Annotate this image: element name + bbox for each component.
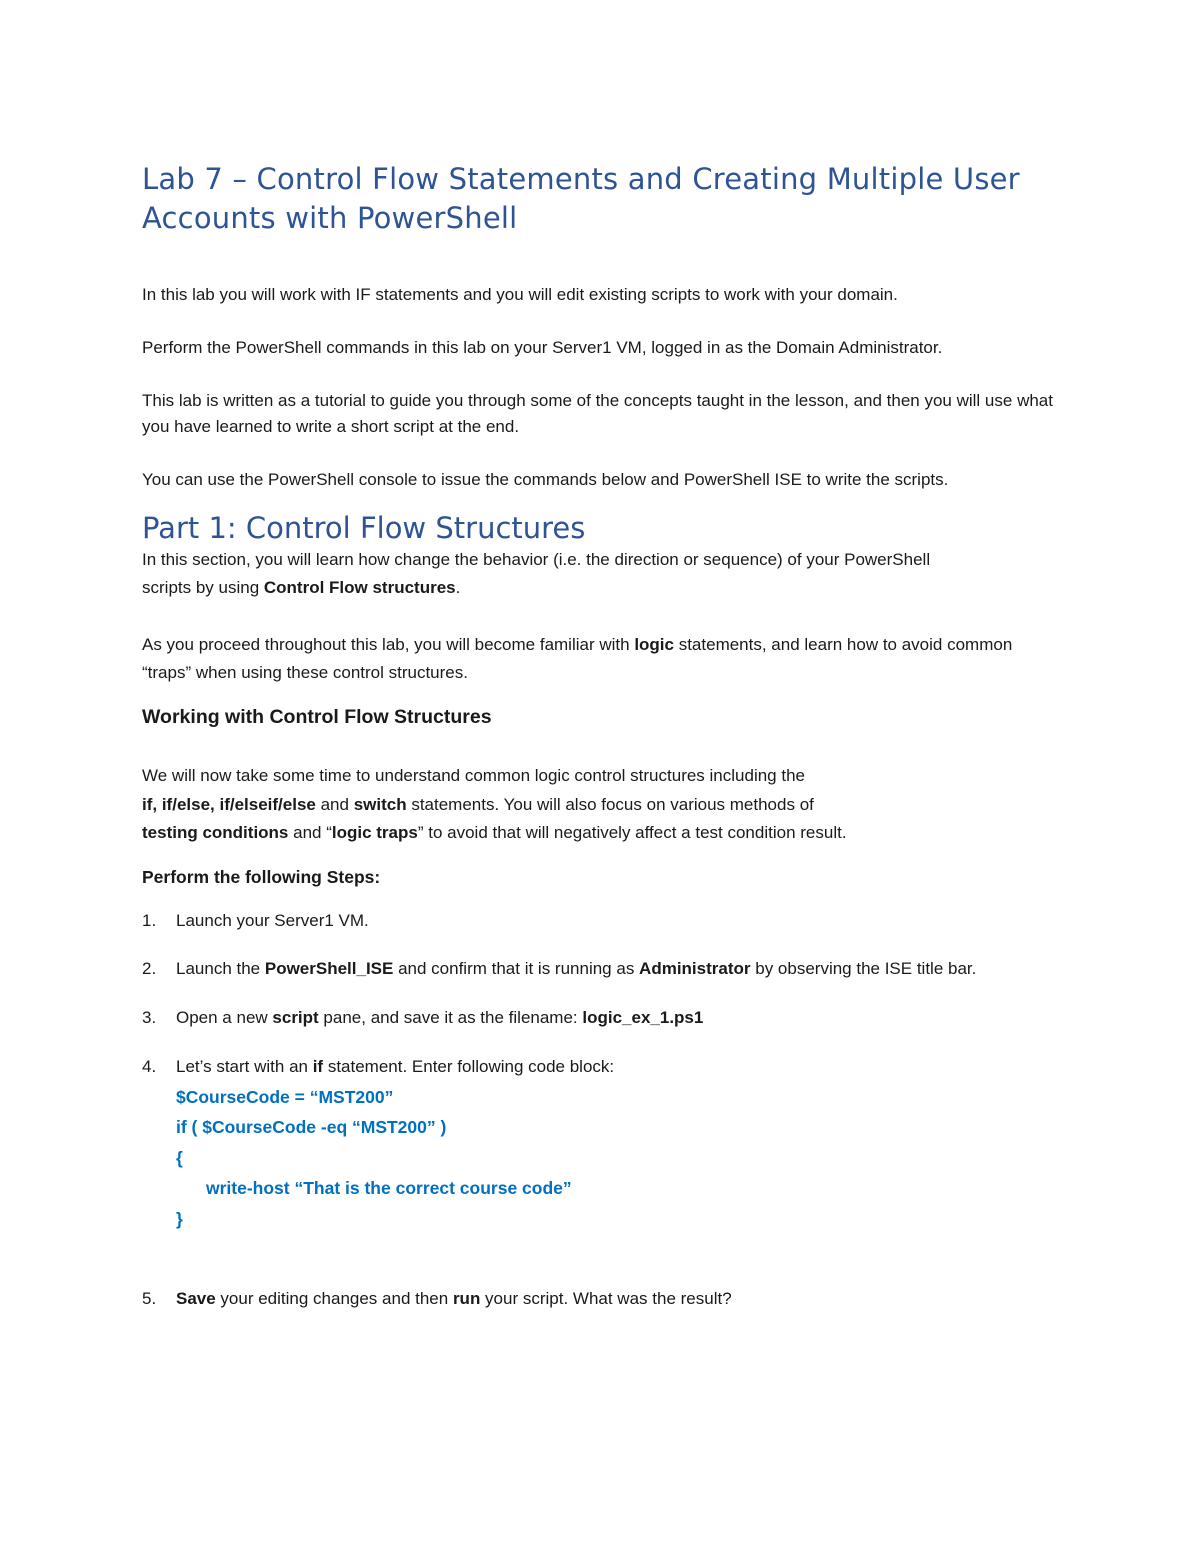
code-block <box>176 1082 1062 1235</box>
step-2: 2. Launch the PowerShell_ISE and confirm that it is running as Administrator by observing the ISE title bar. <box>142 954 1056 984</box>
code-line: { <box>176 1147 183 1168</box>
code-line: write-host “That is the correct course code” <box>206 1178 572 1198</box>
code-line: if ( $CourseCode -eq “MST200” ) <box>176 1117 447 1137</box>
step-number: 1. <box>142 910 157 930</box>
step-number: 4. <box>142 1056 157 1076</box>
step-number: 5. <box>142 1289 157 1308</box>
step-5: 5. Save your editing changes and then run your script. What was the result? <box>142 1284 1062 1314</box>
intro-paragraph-2: Perform the PowerShell commands in this lab on your Server1 VM, logged in as the Domain Administrator. <box>142 338 943 357</box>
intro-paragraph-3: This lab is written as a tutorial to guide you through some of the concepts taught in the lesson, and then you will use what you have learned to write a short script at the end. <box>142 391 1053 436</box>
step-3: 3. Open a new script pane, and save it as the filename: logic_ex_1.ps1 <box>142 1003 1062 1033</box>
step-number: 2. <box>142 958 157 978</box>
step-1: 1. Launch your Server1 VM. <box>142 906 1062 936</box>
code-line: $CourseCode = “MST200” <box>176 1086 394 1107</box>
intro-paragraph-1: In this lab you will work with IF statements and you will edit existing scripts to work with your domain. <box>142 285 898 304</box>
document-page <box>142 160 1062 1314</box>
part1-paragraph-2: As you proceed throughout this lab, you will become familiar with logic statements, and learn how to avoid common “traps” when using these control structures. <box>142 635 1013 682</box>
document-title: Lab 7 – Control Flow Statements and Creating Multiple User Accounts with PowerShell <box>142 162 1020 235</box>
part1-paragraph-1: In this section, you will learn how change the behavior (i.e. the direction or sequence) of your PowerShell scripts by using Control Flow structures. <box>142 550 931 597</box>
working-heading: Working with Control Flow Structures <box>142 706 492 728</box>
step-4: 4. Let’s start with an if statement. Enter following code block: $CourseCode = “MST200” if ( $CourseCode -eq “MST200” ) { write-host “That is the correct course code” } <box>142 1052 1062 1235</box>
code-line: } <box>176 1208 183 1229</box>
intro-paragraph-4: You can use the PowerShell console to issue the commands below and PowerShell ISE to write the scripts. <box>142 470 949 489</box>
working-paragraph: We will now take some time to understand common logic control structures including the if, if/else, if/elseif/else and switch statements. You will also focus on various methods of testing conditions and “logic traps” to avoid that will negatively affect a test condition result. <box>142 766 847 842</box>
step-number: 3. <box>142 1007 157 1027</box>
part1-heading: Part 1: Control Flow Structures <box>142 511 586 545</box>
steps-heading: Perform the following Steps: <box>142 866 381 887</box>
